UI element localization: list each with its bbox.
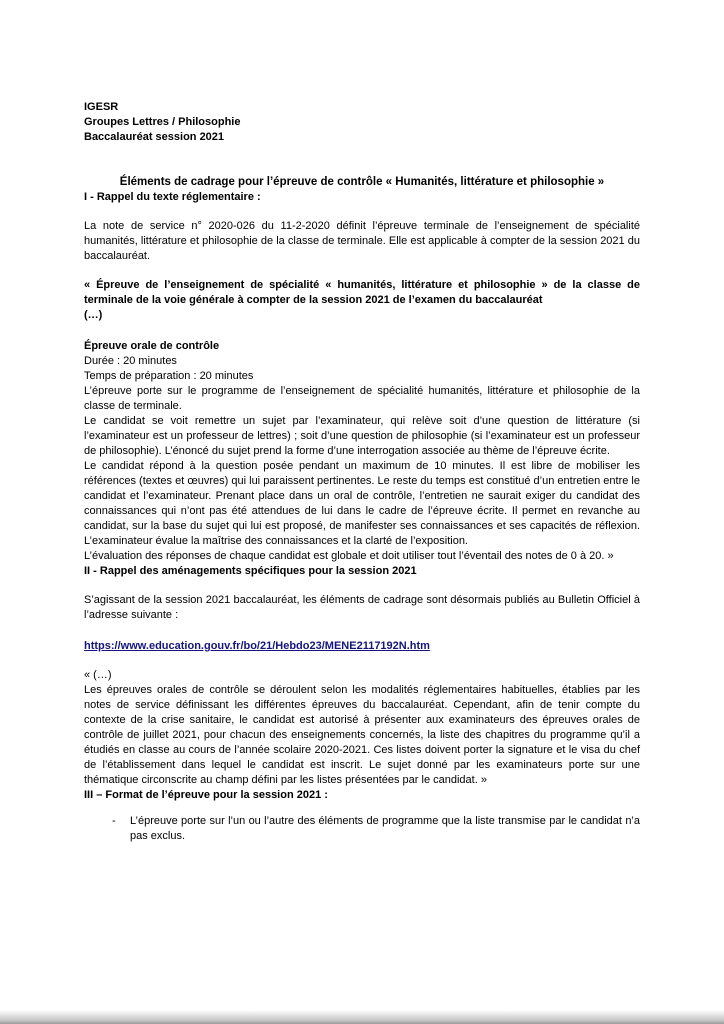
page-title: Éléments de cadrage pour l’épreuve de contrôle « Humanités, littérature et philosophie »	[119, 176, 605, 188]
header-line-session: Baccalauréat session 2021	[84, 131, 225, 143]
header-line-group: Groupes Lettres / Philosophie	[84, 116, 241, 128]
bullet-text: L’épreuve porte sur l’un ou l’autre des éléments de programme que la liste transmise par le candidat n’a pas exclus.	[130, 815, 640, 842]
duration-line: Durée : 20 minutes	[84, 355, 177, 367]
regulatory-quote-heading: « Épreuve de l’enseignement de spécialité « humanités, littérature et philosophie » de la classe de terminale de la voie générale à compter de la session 2021 de l’examen du baccalauréat	[84, 279, 640, 306]
section1-heading: I - Rappel du texte réglementaire :	[84, 191, 261, 203]
prep-time-line: Temps de préparation : 20 minutes	[84, 370, 254, 382]
list-item	[84, 814, 640, 844]
section1-paragraph-5: L’évaluation des réponses de chaque candidat est globale et doit utiliser tout l’éventail des notes de 0 à 20. »	[84, 550, 614, 562]
quote-open-line: « (…)	[84, 669, 112, 681]
section2-paragraph-1: S’agissant de la session 2021 baccalauréat, les éléments de cadrage sont désormais publiés au Bulletin Officiel à l’adresse suivante :	[84, 594, 640, 621]
section3-heading: III – Format de l’épreuve pour la session 2021 :	[84, 789, 328, 801]
section2-heading: II - Rappel des aménagements spécifiques pour la session 2021	[84, 565, 417, 577]
header-line-igesr: IGESR	[84, 101, 119, 113]
bullet-marker: -	[112, 815, 116, 827]
link-line	[84, 639, 640, 654]
section1-paragraph-2: L’épreuve porte sur le programme de l’enseignement de spécialité humanités, littérature et philosophie de la classe de terminale.	[84, 385, 640, 412]
ellipsis-line: (…)	[84, 309, 103, 321]
section1-paragraph-4: Le candidat répond à la question posée pendant un maximum de 10 minutes. Il est libre de mobiliser les références (textes et œuvres) qui lui paraissent pertinentes. Le reste du temps est constitué d’un entretien entre le candidat et l’examinateur. Prenant place dans un oral de contrôle, l’entretien ne saurait exiger du candidat des connaissances qui n’ont pas été attendues de lui dans le cadre de l’épreuve écrite. Il permet en revanche au candidat, sur la base du sujet qui lui est proposé, de manifester ses connaissances et ses capacités de réflexion. L’examinateur évalue la maîtrise des connaissances et la clarté de l’exposition.	[84, 460, 640, 547]
oral-exam-heading: Épreuve orale de contrôle	[84, 340, 220, 352]
section1-paragraph-3: Le candidat se voit remettre un sujet par l’examinateur, qui relève soit d’une question de littérature (si l’examinateur est un professeur de lettres) ; soit d’une question de philosophie (si l’examinateur est un professeur de philosophie). L’énoncé du sujet prend la forme d’une interrogation associée au thème de l’épreuve écrite.	[84, 415, 640, 457]
section1-paragraph-1: La note de service n° 2020-026 du 11-2-2020 définit l’épreuve terminale de l’enseignement de spécialité humanités, littérature et philosophie de la classe de terminale. Elle est applicable à compter de la session 2021 du baccalauréat.	[84, 220, 640, 262]
bulletin-officiel-link[interactable]: https://www.education.gouv.fr/bo/21/Hebdo23/MENE2117192N.htm	[84, 640, 430, 652]
section2-paragraph-2: Les épreuves orales de contrôle se déroulent selon les modalités réglementaires habituelles, établies par les notes de service définissant les différentes épreuves du baccalauréat. Cependant, afin de tenir compte du contexte de la crise sanitaire, le candidat est autorisé à présenter aux examinateurs des épreuves orales de contrôle de juillet 2021, pour chacun des enseignements concernés, la liste des chapitres du programme qu’il a étudiés en classe au cours de l’année scolaire 2020-2021. Ces listes doivent porter la signature et le visa du chef de l’établissement dans lequel le candidat est inscrit. Le sujet donné par les examinateurs porte sur une thématique circonscrite au champ défini par les listes présentées par le candidat. »	[84, 684, 640, 786]
doc-header	[84, 100, 640, 145]
